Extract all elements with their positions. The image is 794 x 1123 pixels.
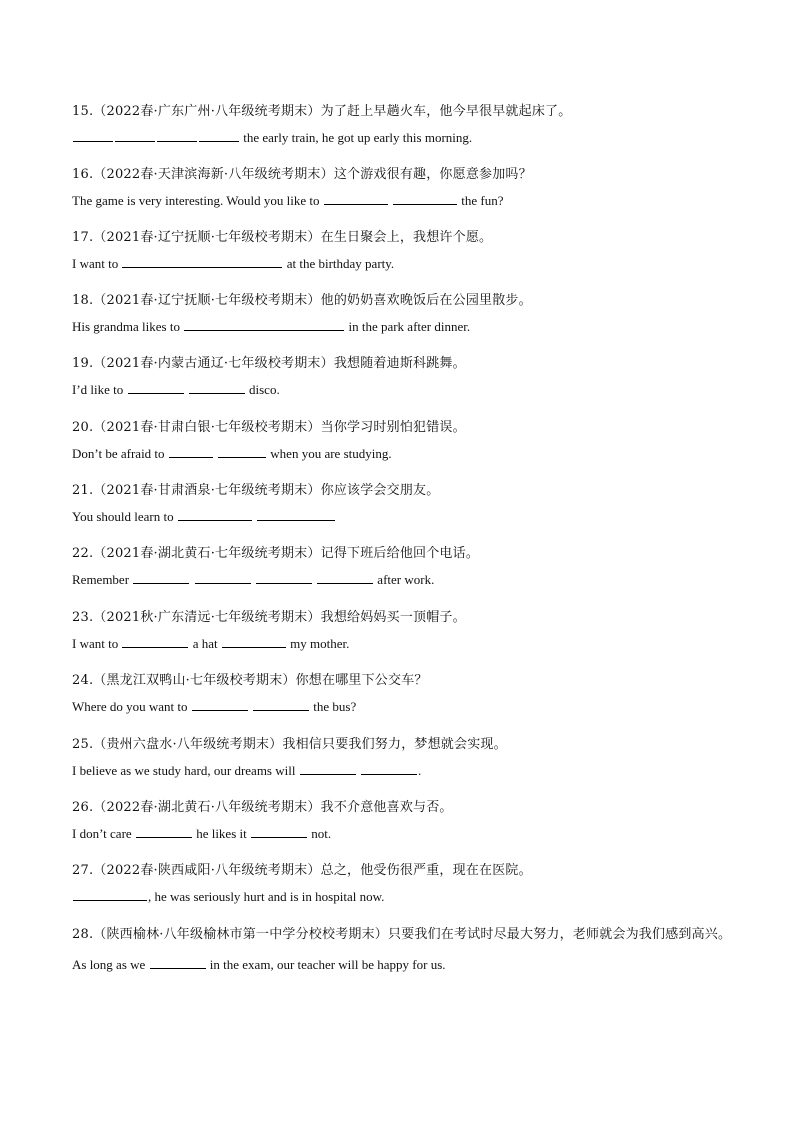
question-28 — [72, 919, 732, 975]
question-prompt: 22.（2021春·湖北黄石·七年级统考期末）记得下班后给他回个电话。 — [72, 546, 480, 561]
question-27 — [72, 855, 732, 907]
question-26 — [72, 792, 732, 844]
answer-line: I want to a hat my mother. — [72, 636, 350, 651]
question-prompt: 26.（2022春·湖北黄石·八年级统考期末）我不介意他喜欢与否。 — [72, 800, 453, 815]
answer-blank[interactable] — [184, 318, 344, 331]
answer-blank[interactable] — [256, 571, 312, 584]
answer-blank[interactable] — [169, 445, 213, 458]
answer-line: The game is very interesting. Would you like to the fun? — [72, 193, 504, 208]
question-15 — [72, 96, 732, 148]
question-prompt: 17.（2021春·辽宁抚顺·七年级校考期末）在生日聚会上，我想许个愿。 — [72, 230, 493, 245]
answer-blank[interactable] — [317, 571, 373, 584]
question-prompt: 20.（2021春·甘肃白银·七年级校考期末）当你学习时别怕犯错误。 — [72, 420, 466, 435]
answer-blank[interactable] — [192, 698, 248, 711]
question-prompt: 23.（2021秋·广东清远·七年级统考期末）我想给妈妈买一顶帽子。 — [72, 610, 466, 625]
answer-blank[interactable] — [133, 571, 189, 584]
question-prompt: 15.（2022春·广东广州·八年级统考期末）为了赶上早趟火车，他今早很早就起床了。 — [72, 104, 572, 119]
answer-blank[interactable] — [393, 192, 457, 205]
answer-blank[interactable] — [178, 508, 252, 521]
answer-blank[interactable] — [195, 571, 251, 584]
question-prompt: 28.（陕西榆林·八年级榆林市第一中学分校校考期末）只要我们在考试时尽最大努力，老师就会为我们感到高兴。 — [72, 927, 732, 942]
answer-blank[interactable] — [115, 129, 155, 142]
answer-line: I want to at the birthday party. — [72, 256, 395, 271]
question-prompt: 25.（贵州六盘水·八年级统考期末）我相信只要我们努力，梦想就会实现。 — [72, 737, 507, 752]
answer-line: the early train, he got up early this morning. — [72, 128, 732, 148]
question-prompt: 21.（2021春·甘肃酒泉·七年级统考期末）你应该学会交朋友。 — [72, 483, 440, 498]
question-17 — [72, 222, 732, 274]
answer-blank[interactable] — [73, 888, 147, 901]
answer-blank[interactable] — [189, 381, 245, 394]
question-16 — [72, 159, 732, 211]
answer-line: His grandma likes to in the park after dinner. — [72, 319, 471, 334]
answer-blank[interactable] — [150, 956, 206, 969]
question-prompt: 19.（2021春·内蒙古通辽·七年级校考期末）我想随着迪斯科跳舞。 — [72, 356, 466, 371]
answer-blank[interactable] — [122, 635, 188, 648]
answer-line: I’d like to disco. — [72, 382, 280, 397]
answer-line: , he was seriously hurt and is in hospital now. — [72, 887, 732, 907]
answer-blank[interactable] — [136, 825, 192, 838]
answer-line: I believe as we study hard, our dreams will . — [72, 763, 422, 778]
answer-blank[interactable] — [73, 129, 113, 142]
question-prompt: 16.（2022春·天津滨海新·八年级统考期末）这个游戏很有趣，你愿意参加吗？ — [72, 167, 532, 182]
question-18 — [72, 285, 732, 337]
answer-blank[interactable] — [199, 129, 239, 142]
question-24 — [72, 665, 732, 717]
question-19 — [72, 348, 732, 400]
answer-blank[interactable] — [251, 825, 307, 838]
question-prompt: 27.（2022春·陕西咸阳·八年级统考期末）总之，他受伤很严重，现在在医院。 — [72, 863, 532, 878]
answer-blank[interactable] — [218, 445, 266, 458]
answer-blank[interactable] — [361, 762, 417, 775]
question-21 — [72, 475, 732, 527]
question-23 — [72, 602, 732, 654]
answer-line: You should learn to — [72, 507, 732, 527]
question-prompt: 18.（2021春·辽宁抚顺·七年级校考期末）他的奶奶喜欢晚饭后在公园里散步。 — [72, 293, 532, 308]
question-20 — [72, 412, 732, 464]
answer-blank[interactable] — [253, 698, 309, 711]
question-22 — [72, 538, 732, 590]
answer-line: Don’t be afraid to when you are studying. — [72, 446, 392, 461]
answer-blank[interactable] — [324, 192, 388, 205]
question-25 — [72, 729, 732, 781]
answer-line: Remember after work. — [72, 572, 435, 587]
answer-blank[interactable] — [222, 635, 286, 648]
answer-blank[interactable] — [122, 255, 282, 268]
answer-blank[interactable] — [300, 762, 356, 775]
question-prompt: 24.（黑龙江双鸭山·七年级校考期末）你想在哪里下公交车？ — [72, 673, 428, 688]
answer-blank[interactable] — [128, 381, 184, 394]
answer-line: Where do you want to the bus? — [72, 699, 357, 714]
answer-line: As long as we in the exam, our teacher will be happy for us. — [72, 957, 446, 972]
answer-blank[interactable] — [157, 129, 197, 142]
answer-blank[interactable] — [257, 508, 335, 521]
answer-line: I don’t care he likes it not. — [72, 826, 332, 841]
